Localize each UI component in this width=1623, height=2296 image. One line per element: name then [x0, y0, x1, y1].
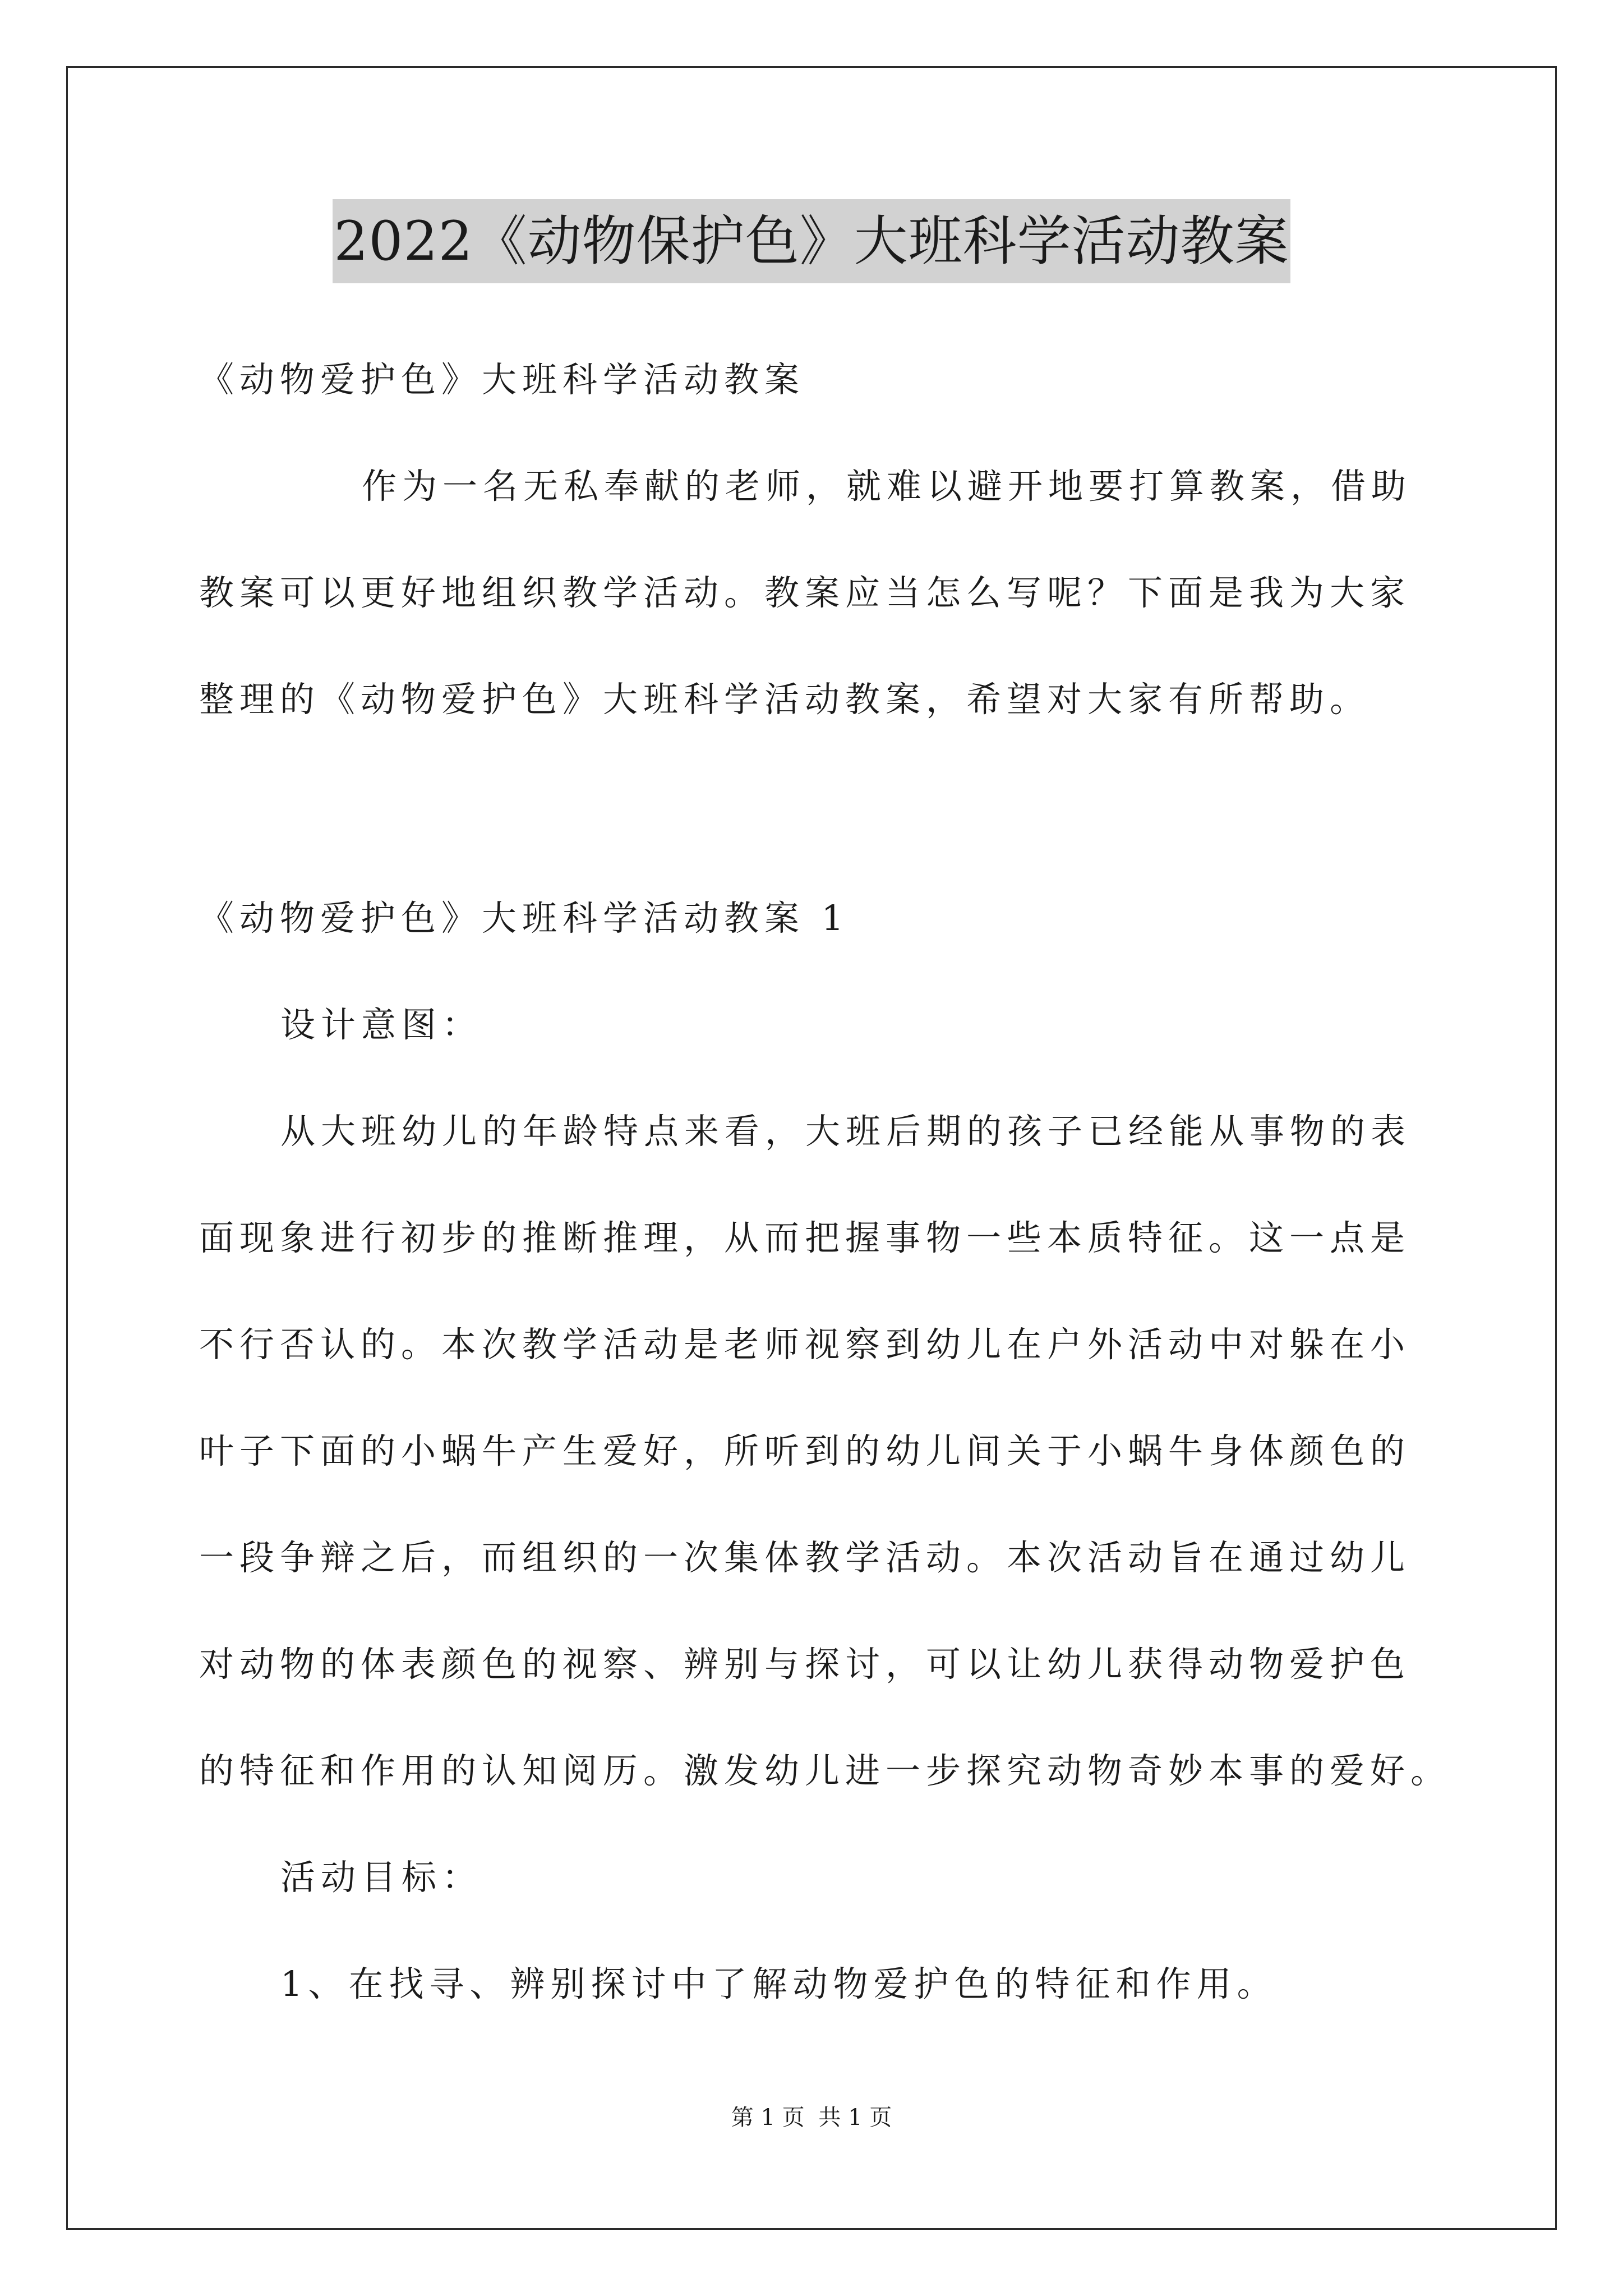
body-line-1: 从大班幼儿的年龄特点来看，大班后期的孩子已经能从事物的表 — [280, 1111, 1412, 1152]
design-intent-heading: 设计意图： — [280, 1004, 483, 1045]
document-title: 2022《动物保护色》大班科学活动教案 — [333, 199, 1290, 283]
objective-item-1: 1、在找寻、辨别探讨中了解动物爱护色的特征和作用。 — [280, 1963, 1278, 2004]
page-number-current: 第 1 页 — [731, 2105, 805, 2131]
subtitle-line: 《动物爱护色》大班科学活动教案 — [199, 359, 805, 400]
page-footer — [0, 2101, 1623, 2134]
title-container — [0, 199, 1623, 283]
section-heading: 《动物爱护色》大班科学活动教案 1 — [199, 898, 850, 938]
intro-line-3: 整理的《动物爱护色》大班科学活动教案，希望对大家有所帮助。 — [199, 679, 1371, 720]
body-line-6: 对动物的体表颜色的视察、辨别与探讨，可以让幼儿获得动物爱护色 — [199, 1644, 1411, 1685]
body-line-4: 叶子下面的小蜗牛产生爱好，所听到的幼儿间关于小蜗牛身体颜色的 — [199, 1430, 1411, 1471]
body-line-5: 一段争辩之后，而组织的一次集体教学活动。本次活动旨在通过幼儿 — [199, 1537, 1411, 1578]
intro-line-1: 作为一名无私奉献的老师，就难以避开地要打算教案，借助 — [362, 466, 1412, 507]
body-line-2: 面现象进行初步的推断推理，从而把握事物一些本质特征。这一点是 — [199, 1217, 1411, 1258]
objectives-heading: 活动目标： — [280, 1857, 483, 1898]
page-number-total: 共 1 页 — [818, 2105, 892, 2131]
body-line-3: 不行否认的。本次教学活动是老师视察到幼儿在户外活动中对躲在小 — [199, 1324, 1411, 1365]
body-line-7: 的特征和作用的认知阅历。激发幼儿进一步探究动物奇妙本事的爱好。 — [199, 1750, 1451, 1791]
intro-line-2: 教案可以更好地组织教学活动。教案应当怎么写呢？下面是我为大家 — [199, 572, 1411, 613]
